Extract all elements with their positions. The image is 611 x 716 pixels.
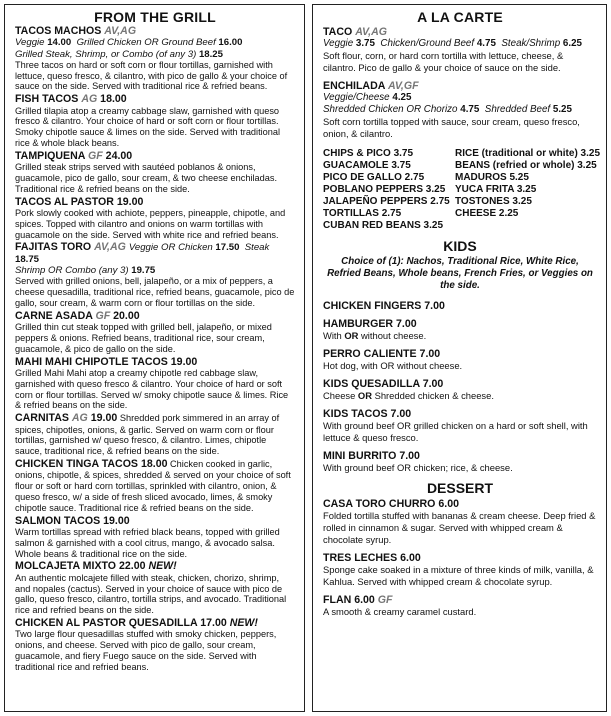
side-item: JALAPEÑO PEPPERS 2.75 [323, 196, 450, 207]
item-description: Grilled tilapia atop a creamy cabbage slaw, garnished with queso fresco & cilantro. Your choice of hard or soft corn or flour tortillas. Smoky chipotle sauce & limes on the side. Served with traditional rice & whole black beans. [15, 105, 281, 148]
menu-item-enchilada [323, 80, 597, 140]
from-the-grill-column [4, 4, 305, 712]
desc-text: Cheese [323, 390, 358, 401]
item-description: Served with grilled onions, bell, jalapeño, or a mix of peppers, a cheese quesadilla, traditional rice, refried beans, guacamole, pico de gallo, sour cream, & warm corn or flour tortillas on the side. [15, 276, 295, 308]
item-title: TACO [323, 26, 353, 38]
item-description: Grilled steak strips served with sautéed poblanos & onions, guacamole, pico de gallo, sour cream, & two cheese enchiladas. Traditional rice & refried beans on the side. [15, 162, 277, 194]
sides-list [323, 148, 601, 232]
item-price: 18.00 [100, 93, 127, 106]
item-price: 6.00 [438, 498, 459, 510]
item-title: KIDS QUESADILLA [323, 378, 420, 390]
item-description: Two large flour quesadillas stuffed with smoky chicken, peppers, onions, and cheese. Served with pico de gallo, sour cream, guacamole, and fiery Fuego sauce on the side. Served with traditional rice and refried beans. [15, 629, 277, 672]
menu-item-taco [323, 26, 597, 74]
item-title: SALMON TACOS [15, 514, 101, 527]
menu-item-carnitas [15, 413, 295, 457]
item-title: MOLCAJETA MIXTO [15, 560, 117, 573]
grill-header: FROM THE GRILL [94, 9, 216, 25]
desc-text: With [323, 330, 345, 341]
option-label: Veggie/Cheese [323, 92, 390, 103]
item-title: CHICKEN AL PASTOR QUESADILLA [15, 616, 198, 629]
item-description: Sponge cake soaked in a mixture of three kinds of milk, vanilla, & Kahlua. Served with whipped cream & chocolate syrup. [323, 564, 594, 587]
item-price: 24.00 [105, 149, 133, 162]
option-price: 4.75 [460, 104, 480, 115]
dessert-header: DESSERT [426, 480, 494, 496]
desc-text: without cheese. [358, 330, 427, 341]
item-title: CARNITAS [15, 412, 69, 425]
option-label: Shrimp OR Combo (any 3) [15, 265, 129, 277]
option-label: Veggie [15, 37, 45, 49]
item-description: A smooth & creamy caramel custard. [323, 606, 477, 617]
option-price: 16.00 [218, 37, 243, 49]
item-price: 22.00 [119, 560, 146, 573]
item-title: MAHI MAHI CHIPOTLE TACOS [15, 355, 168, 368]
side-item: GUACAMOLE 3.75 [323, 160, 411, 171]
option-price: 5.25 [552, 104, 572, 115]
desc-bold: OR [357, 390, 372, 401]
menu-item-flan [323, 594, 597, 618]
menu-item-molcajeta-mixto [15, 561, 295, 616]
menu-item-fajitas-toro [15, 242, 295, 308]
item-title: TAMPIQUENA [15, 149, 86, 162]
item-price: 19.00 [103, 514, 130, 527]
item-title: FAJITAS TORO [15, 241, 92, 254]
diet-tag: AV,AG [94, 241, 126, 254]
menu-item-tres-leches [323, 552, 597, 588]
menu-item-hamburger [323, 318, 597, 342]
item-price: 6.00 [400, 552, 421, 564]
item-description: Folded tortilla stuffed with bananas & cream cheese. Deep fried & rolled in cinnamon & sugar. Served with whipped cream & chocolate syrup. [323, 510, 596, 545]
diet-tag: AV,GF [387, 80, 419, 92]
side-item: CHIPS & PICO 3.75 [323, 148, 414, 159]
item-description [323, 390, 597, 402]
side-item: TOSTONES 3.25 [455, 196, 532, 207]
option-price: 3.75 [355, 38, 375, 49]
item-description: Warm tortillas spread with refried black beans, topped with grilled salmon & garnished with a cool citrus, mango, & avocado salsa. Whole beans & traditional rice on the side. [15, 526, 280, 559]
item-description: Grilled thin cut steak topped with grilled bell, jalapeño, or mixed peppers & onions. Refried beans, traditional rice, sour cream, guacamole, & pico de gallo on the side. [15, 322, 272, 354]
menu-item-tacos-machos [15, 26, 295, 92]
item-price: 7.00 [422, 378, 444, 390]
diet-tag: GF [377, 594, 393, 606]
item-description: With ground beef OR chicken; rice, & cheese. [323, 462, 513, 473]
option-label: Grilled Chicken OR Ground Beef [76, 37, 216, 49]
option-label: Shredded Beef [484, 104, 551, 115]
a-la-carte-column [312, 4, 607, 712]
item-price: 7.00 [390, 408, 412, 420]
item-title: TACOS AL PASTOR [15, 195, 114, 208]
item-price: 19.00 [90, 412, 118, 425]
side-item: RICE (traditional or white) 3.25 [455, 148, 601, 159]
side-item: CUBAN RED BEANS 3.25 [323, 220, 444, 231]
diet-tag: GF [88, 149, 103, 162]
option-label: Veggie OR Chicken [128, 242, 213, 254]
item-description: Chicken cooked in garlic, onions, chipotle, & spices, shredded & served on your choice of soft flour or soft or hard corn tortillas, sprinkled with cilantro, onion, & queso fresco, w/ a side of fresh sliced avocado, limes, & smoky chipotle sauce. Traditional rice & refried beans on the side. [15, 458, 291, 513]
side-item: BEANS (refried or whole) 3.25 [455, 160, 597, 171]
menu-item-fish-tacos [15, 94, 295, 149]
item-description: Pork slowly cooked with achiote, peppers, pineapple, chipotle, and spices. Topped with cilantro and onions on warm tortillas with guacamole on the side. Served with white rice and refried beans. [15, 208, 286, 240]
item-title: KIDS TACOS [323, 408, 388, 420]
item-description: An authentic molcajete filled with steak, chicken, chorizo, shrimp, and nopales (cactus). Served in your choice of sauce with pico de gallo, queso fresco, cilantro, tortilla strips, and avocado. Traditional rice and refried beans on the side. [15, 572, 287, 616]
menu-item-kids-tacos [323, 408, 597, 444]
item-description: Hot dog, with OR without cheese. [323, 360, 463, 371]
side-item: MADUROS 5.25 [455, 172, 529, 183]
side-item: TORTILLAS 2.75 [323, 208, 402, 219]
option-label: Steak [244, 242, 270, 254]
item-description: Soft flour, corn, or hard corn tortilla with lettuce, cheese, & cilantro. Pico de gallo & your choice of sauce on the side. [323, 50, 564, 73]
diet-tag: AV,AG [104, 25, 137, 37]
item-price: 6.00 [354, 594, 375, 606]
option-price: 4.25 [392, 92, 412, 103]
side-item: YUCA FRITA 3.25 [455, 184, 537, 195]
option-label: Shredded Chicken OR Chorizo [323, 104, 458, 115]
item-price: 7.00 [419, 348, 441, 360]
item-price: 19.00 [170, 355, 198, 368]
menu-item-mahi-mahi-chipotle-tacos [15, 357, 295, 412]
diet-tag: AV,AG [355, 26, 387, 38]
item-price: 19.00 [116, 195, 144, 208]
menu-item-salmon-tacos [15, 516, 295, 560]
option-label: Chicken/Ground Beef [380, 38, 475, 49]
option-price: 19.75 [131, 265, 156, 277]
item-title: MINI BURRITO [323, 450, 397, 462]
side-item: PICO DE GALLO 2.75 [323, 172, 425, 183]
item-title: HAMBURGER [323, 318, 394, 330]
menu-item-tampiquena [15, 151, 295, 195]
item-title: CARNE ASADA [15, 309, 93, 322]
diet-tag: GF [95, 309, 111, 322]
item-price: 20.00 [113, 309, 140, 322]
menu-item-kids-quesadilla [323, 378, 597, 402]
option-price: 18.25 [198, 48, 223, 60]
item-title: ENCHILADA [323, 80, 385, 92]
option-price: 18.75 [15, 253, 40, 265]
new-badge: NEW! [148, 560, 177, 573]
item-description: With ground beef OR grilled chicken on a hard or soft shell, with lettuce & queso fresco. [323, 420, 588, 443]
side-item: CHEESE 2.25 [455, 208, 519, 219]
item-title: CHICKEN TINGA TACOS [15, 457, 139, 470]
item-description: Grilled Mahi Mahi atop a creamy chipotle red cabbage slaw, garnished with queso fresco & cilantro. Your choice of hard or soft corn or flour tortillas. Served w/ smoky chipotle sauce & limes. Rice & refried beans on the side. [15, 368, 289, 411]
a-la-carte-header: A LA CARTE [417, 9, 503, 25]
item-title: CASA TORO CHURRO [323, 498, 436, 510]
menu-item-mini-burrito [323, 450, 597, 474]
item-description: Three tacos on hard or soft corn or flour tortillas, garnished with lettuce, queso fresco, & cilantro, with pico de gallo & your choice of sauce on the side. Served with traditional rice & refried beans. [15, 59, 288, 92]
menu-item-chicken-al-pastor-quesadilla [15, 618, 295, 673]
item-title: TRES LECHES [323, 552, 398, 564]
kids-side-note: Choice of (1): Nachos, Traditional Rice, White Rice, Refried Beans, Whole beans, French Fries, or Veggies on the side. [327, 256, 593, 291]
item-title: TACOS MACHOS [15, 25, 102, 37]
diet-tag: AG [71, 412, 88, 425]
option-label: Veggie [323, 38, 354, 49]
item-price: 7.00 [396, 318, 417, 330]
kids-header: KIDS [443, 238, 477, 254]
item-price: 18.00 [140, 457, 168, 470]
item-price: 17.00 [200, 616, 227, 629]
option-price: 17.50 [215, 242, 240, 254]
item-description: Shredded pork simmered in an array of spices, chipotles, onions, & garlic. Served on warm corn or flour tortillas, garnished w/ queso fresco, & cilantro. Limes, chipotle sauce, traditional rice, & refried beans on the side. [15, 413, 280, 457]
item-price: 7.00 [424, 300, 445, 312]
item-title: PERRO CALIENTE [323, 348, 417, 360]
side-item: POBLANO PEPPERS 3.25 [323, 184, 446, 195]
desc-bold: OR [344, 330, 359, 341]
item-description: Soft corn tortilla topped with sauce, sour cream, queso fresco, onion, & cilantro. [323, 116, 580, 139]
item-price: 7.00 [399, 450, 420, 462]
menu-item-chicken-fingers [323, 300, 597, 312]
option-label: Steak/Shrimp [501, 38, 561, 49]
menu-item-casa-toro-churro [323, 498, 597, 546]
item-description [323, 330, 597, 342]
item-title: FLAN [323, 594, 352, 606]
menu-item-perro-caliente [323, 348, 597, 372]
item-title: CHICKEN FINGERS [323, 300, 422, 312]
option-label: Grilled Steak, Shrimp, or Combo (of any 3) [15, 48, 197, 60]
menu-item-carne-asada [15, 311, 295, 355]
menu-item-tacos-al-pastor [15, 197, 295, 241]
new-badge: NEW! [229, 616, 258, 629]
menu-item-chicken-tinga-tacos [15, 459, 295, 514]
desc-text: Shredded chicken & cheese. [371, 390, 494, 401]
item-title: FISH TACOS [15, 93, 79, 106]
option-price: 4.75 [476, 38, 496, 49]
diet-tag: AG [81, 93, 98, 106]
option-price: 14.00 [47, 37, 72, 49]
option-price: 6.25 [562, 38, 582, 49]
